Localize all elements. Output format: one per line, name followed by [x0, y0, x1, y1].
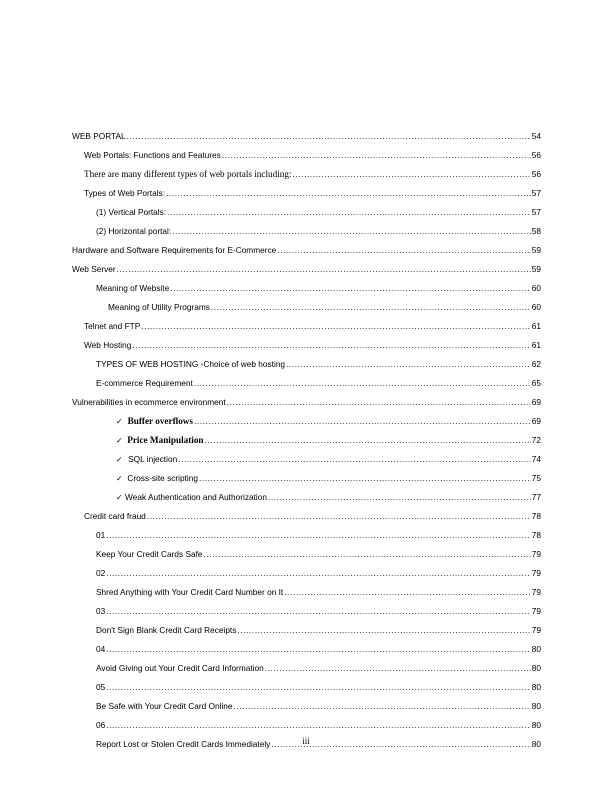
dot-leader	[141, 317, 531, 336]
toc-entry[interactable]	[72, 716, 541, 735]
dot-leader	[106, 602, 531, 621]
toc-entry[interactable]	[72, 127, 541, 146]
dot-leader	[127, 127, 531, 146]
toc-entry-title: Hardware and Software Requirements for E-Commerce	[72, 245, 277, 255]
toc-entry[interactable]	[72, 583, 541, 602]
toc-entry-title: (1) Vertical Portals:	[96, 207, 167, 217]
dot-leader	[178, 450, 531, 469]
toc-entry-title: SQL injection	[128, 454, 178, 464]
toc-entry-title: There are many different types of web portals including:	[84, 169, 292, 179]
toc-entry-title: (2) Horizontal portal:	[96, 226, 172, 236]
toc-entry[interactable]	[72, 203, 541, 222]
toc-entry-page: 80	[531, 720, 541, 730]
toc-entry-title: Avoid Giving out Your Credit Card Information	[96, 663, 264, 673]
toc-entry[interactable]	[72, 279, 541, 298]
toc-entry[interactable]	[72, 488, 541, 507]
toc-entry-page: 78	[531, 530, 541, 540]
dot-leader	[237, 621, 530, 640]
table-of-contents	[72, 127, 541, 754]
toc-entry-page: 69	[531, 397, 541, 407]
toc-entry-page: 79	[531, 606, 541, 616]
toc-entry-page: 77	[531, 492, 541, 502]
toc-entry[interactable]	[72, 450, 541, 469]
toc-entry[interactable]	[72, 374, 541, 393]
toc-entry-page: 74	[531, 454, 541, 464]
toc-entry-title: 02	[96, 568, 106, 578]
dot-leader	[106, 640, 531, 659]
dot-leader	[211, 298, 531, 317]
toc-entry-page: 78	[531, 511, 541, 521]
toc-entry-page: 59	[531, 264, 541, 274]
toc-entry-page: 79	[531, 587, 541, 597]
checkmark-icon: ✓	[116, 474, 123, 483]
toc-entry[interactable]	[72, 146, 541, 165]
toc-entry-page: 75	[531, 473, 541, 483]
toc-entry[interactable]	[72, 431, 541, 450]
toc-entry-title: Cross-site scripting	[127, 473, 198, 483]
dot-leader	[268, 488, 531, 507]
dot-leader	[132, 336, 530, 355]
toc-entry[interactable]	[72, 469, 541, 488]
toc-entry-page: 80	[531, 682, 541, 692]
toc-entry-page: 80	[531, 739, 541, 749]
toc-entry-page: 56	[531, 169, 541, 179]
toc-entry-title: Keep Your Credit Cards Safe	[96, 549, 203, 559]
toc-entry-title: Don't Sign Blank Credit Card Receipts	[96, 625, 237, 635]
toc-entry-title: 03	[96, 606, 106, 616]
toc-entry[interactable]	[72, 393, 541, 412]
toc-entry[interactable]	[72, 697, 541, 716]
toc-entry[interactable]	[72, 640, 541, 659]
toc-entry-page: 65	[531, 378, 541, 388]
toc-entry-page: 80	[531, 663, 541, 673]
toc-entry-page: 62	[531, 359, 541, 369]
toc-entry[interactable]	[72, 298, 541, 317]
toc-entry-title: Web Hosting	[84, 340, 132, 350]
toc-entry[interactable]	[72, 412, 541, 431]
dot-leader	[234, 697, 531, 716]
dot-leader	[205, 431, 531, 450]
toc-entry-page: 80	[531, 701, 541, 711]
toc-entry-page: 80	[531, 644, 541, 654]
dot-leader	[293, 165, 531, 184]
toc-entry[interactable]	[72, 241, 541, 260]
checkmark-icon: ✓	[116, 417, 123, 426]
toc-entry-title: Vulnerabilities in ecommerce environment	[72, 397, 226, 407]
toc-entry-page: 57	[531, 207, 541, 217]
toc-entry-page: 58	[531, 226, 541, 236]
toc-entry[interactable]	[72, 678, 541, 697]
dot-leader	[222, 146, 531, 165]
toc-entry-title: Weak Authentication and Authorization	[125, 492, 267, 502]
toc-entry-title: Buffer overflows	[127, 416, 193, 426]
toc-entry[interactable]	[72, 602, 541, 621]
dot-leader	[286, 355, 531, 374]
dot-leader	[170, 279, 531, 298]
checkmark-icon: ✓	[116, 493, 123, 502]
toc-entry[interactable]	[72, 526, 541, 545]
toc-entry-title: Credit card fraud	[84, 511, 146, 521]
checkmark-icon: ✓	[116, 455, 123, 464]
dot-leader	[106, 716, 531, 735]
dot-leader	[172, 222, 531, 241]
dot-leader	[106, 678, 531, 697]
dot-leader	[194, 374, 531, 393]
toc-entry-page: 61	[531, 321, 541, 331]
toc-entry-title: Types of Web Portals:	[84, 188, 166, 198]
toc-entry-title: Meaning of Utility Programs	[108, 302, 210, 312]
toc-entry[interactable]	[72, 355, 541, 374]
toc-entry[interactable]	[72, 222, 541, 241]
toc-entry[interactable]	[72, 260, 541, 279]
dot-leader	[265, 659, 531, 678]
toc-entry[interactable]	[72, 165, 541, 184]
checkmark-icon: ✓	[116, 436, 123, 445]
toc-entry-title: Be Safe with Your Credit Card Online	[96, 701, 233, 711]
toc-entry-title: 01	[96, 530, 106, 540]
toc-entry[interactable]	[72, 507, 541, 526]
toc-entry-page: 57	[531, 188, 541, 198]
toc-entry-title: Telnet and FTP	[84, 321, 141, 331]
dot-leader	[166, 184, 531, 203]
toc-entry-title: 04	[96, 644, 106, 654]
toc-entry-page: 56	[531, 150, 541, 160]
toc-entry-page: 54	[531, 131, 541, 141]
dot-leader	[199, 469, 531, 488]
toc-entry-page: 79	[531, 625, 541, 635]
dot-leader	[227, 393, 531, 412]
toc-entry-page: 69	[531, 416, 541, 426]
dot-leader	[277, 241, 530, 260]
toc-entry-page: 59	[531, 245, 541, 255]
toc-entry-page: 60	[531, 283, 541, 293]
toc-entry-page: 60	[531, 302, 541, 312]
toc-entry-page: 79	[531, 549, 541, 559]
toc-entry-page: 79	[531, 568, 541, 578]
toc-entry-title: E-commerce Requirement	[96, 378, 193, 388]
dot-leader	[194, 412, 531, 431]
page-number: iii	[302, 736, 310, 746]
toc-entry-title: WEB PORTAL	[72, 131, 126, 141]
toc-entry[interactable]	[72, 317, 541, 336]
toc-entry-title: Price Manipulation	[127, 435, 204, 445]
toc-entry[interactable]	[72, 184, 541, 203]
toc-entry[interactable]	[72, 564, 541, 583]
toc-entry-title: Web Portals: Functions and Features	[84, 150, 221, 160]
dot-leader	[167, 203, 531, 222]
toc-entry[interactable]	[72, 336, 541, 355]
dot-leader	[204, 545, 531, 564]
toc-entry-title: Shred Anything with Your Credit Card Number on It	[96, 587, 284, 597]
toc-entry-page: 61	[531, 340, 541, 350]
toc-entry-page: 72	[531, 435, 541, 445]
toc-entry-title: Report Lost or Stolen Credit Cards Immediately	[96, 739, 271, 749]
toc-entry-title: 06	[96, 720, 106, 730]
dot-leader	[147, 507, 531, 526]
dot-leader	[106, 526, 531, 545]
toc-entry[interactable]	[72, 659, 541, 678]
dot-leader	[284, 583, 531, 602]
toc-entry[interactable]	[72, 545, 541, 564]
toc-entry[interactable]	[72, 621, 541, 640]
toc-entry-title: 05	[96, 682, 106, 692]
toc-entry-title: TYPES OF WEB HOSTING -Choice of web hosting	[96, 359, 286, 369]
toc-entry-title: Meaning of Website	[96, 283, 170, 293]
toc-entry-title: Web Server	[72, 264, 116, 274]
dot-leader	[117, 260, 531, 279]
dot-leader	[106, 564, 531, 583]
